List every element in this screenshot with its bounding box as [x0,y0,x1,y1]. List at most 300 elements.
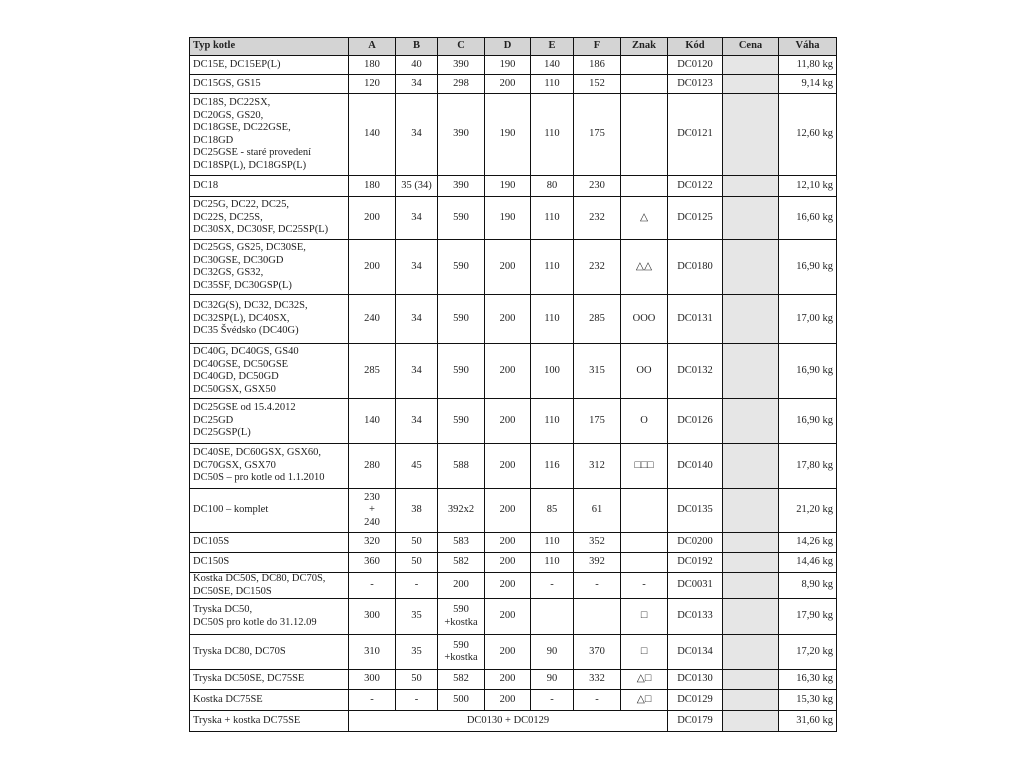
table-row [190,690,837,711]
cell-text: 180 [364,179,380,191]
cell-f [574,399,621,444]
typ-kotle-line: DC150S [193,556,230,568]
cell-vaha [779,690,837,711]
cell-d [485,176,531,197]
cell-d [485,295,531,344]
typ-kotle-line: Kostka DC50S, DC80, DC70S, [193,573,326,584]
cell-znak [621,399,668,444]
cell-text: 85 [546,504,558,516]
cell-typ-kotle [190,295,349,344]
cell-text: - [595,579,599,591]
cell-text: OO [636,364,652,376]
cell-text: 140 [544,58,560,70]
cell-text: 352 [589,536,605,548]
cell-text: 390 [453,128,469,140]
typ-kotle-line: DC50SE, DC150S [193,585,272,597]
cell-cena [723,553,779,573]
cell-text: 590 [453,604,469,615]
cell-text: 590 [453,414,469,426]
cell-text: 110 [544,536,560,548]
cell-cena [723,670,779,690]
typ-kotle-line: DC32G(S), DC32, DC32S, [193,300,308,312]
cell-f [574,197,621,240]
cell-text: DC0126 [677,414,713,426]
cell-b [396,533,438,553]
cell-typ-kotle [190,444,349,489]
cell-text: 80 [546,179,558,191]
cell-vaha [779,295,837,344]
column-header-e: E [531,38,574,56]
cell-text: +kostka [444,652,478,663]
cell-cena [723,711,779,732]
cell-text: 390 [453,179,469,191]
cell-text: 152 [589,77,605,89]
cell-cena [723,295,779,344]
cell-typ-kotle [190,690,349,711]
cell-text: 34 [411,77,422,89]
typ-kotle-line: DC18S, DC22SX, [193,97,271,108]
cell-f [574,690,621,711]
cell-f [574,670,621,690]
typ-kotle-line: DC50S pro kotle do 31.12.09 [193,616,317,628]
cell-kod [668,533,723,553]
typ-kotle-line: DC40GD, DC50GD [193,371,279,382]
table-row [190,670,837,690]
cell-text: 116 [544,459,560,471]
cell-text: 34 [411,312,422,324]
cell-kod [668,399,723,444]
cell-vaha [779,553,837,573]
cell-znak [621,197,668,240]
cell-d [485,635,531,670]
cell-text: 17,00 kg [796,312,833,324]
cell-b [396,240,438,295]
cell-vaha [779,670,837,690]
cell-text: - [370,579,374,591]
cell-f [574,75,621,94]
cell-text: 190 [499,179,516,191]
cell-d [485,94,531,176]
cell-a [349,533,396,553]
typ-kotle-line: DC25GS, GS25, DC30SE, [193,242,306,253]
cell-text: DC0133 [677,610,713,622]
cell-text: 200 [364,211,380,223]
cell-b [396,344,438,399]
cell-text: 310 [364,645,380,657]
cell-vaha [779,176,837,197]
cell-text: 230 [364,491,380,503]
cell-e [531,197,574,240]
cell-a [349,56,396,75]
cell-znak [621,690,668,711]
cell-kod [668,690,723,711]
typ-kotle-line: DC30GSE, DC30GD [193,254,284,266]
cell-text: - [414,579,419,591]
cell-text: 34 [411,414,422,426]
cell-kod [668,75,723,94]
cell-c [438,176,485,197]
cell-b [396,599,438,635]
cell-a [349,444,396,489]
cell-typ-kotle [190,533,349,553]
cell-kod [668,94,723,176]
cell-a [349,635,396,670]
cell-text: 392 [589,556,605,568]
cell-text: - [370,693,374,705]
table-row [190,176,837,197]
typ-kotle-line: DC30SX, DC30SF, DC25SP(L) [193,224,329,236]
cell-kod [668,240,723,295]
cell-text: +kostka [444,616,478,628]
cell-text: 200 [499,673,516,685]
cell-text: DC0180 [677,260,713,272]
cell-znak [621,444,668,489]
cell-text: 200 [499,556,516,568]
cell-c [438,344,485,399]
cell-text: 50 [411,536,422,548]
cell-text: 200 [499,610,516,622]
cell-b [396,94,438,176]
cell-typ-kotle [190,670,349,690]
cell-vaha [779,75,837,94]
cell-text: DC0200 [677,536,713,548]
cell-d [485,344,531,399]
cell-text: DC0031 [677,579,713,591]
cell-vaha [779,399,837,444]
column-header-typ-kotle: Typ kotle [190,38,349,56]
cell-text: 140 [364,128,380,140]
cell-typ-kotle [190,489,349,533]
typ-kotle-line: DC35 Švédsko (DC40G) [193,325,299,337]
cell-c [438,197,485,240]
cell-text: 90 [546,673,558,685]
cell-kod [668,344,723,399]
table-row [190,489,837,533]
cell-d [485,197,531,240]
typ-kotle-line: DC25G, DC22, DC25, [193,199,289,211]
cell-typ-kotle [190,94,349,176]
cell-text: DC0125 [677,211,713,223]
cell-text: 175 [589,128,605,140]
cell-text: 50 [411,556,422,568]
cell-a [349,240,396,295]
table-row [190,344,837,399]
cell-text: 582 [453,556,469,568]
cell-text: DC0130 [677,673,713,685]
cell-text: 590 [453,260,469,272]
cell-kod [668,599,723,635]
cell-znak [621,553,668,573]
cell-text: - [642,579,646,591]
cell-c [438,489,485,533]
cell-c [438,295,485,344]
cell-text: 285 [364,364,380,376]
typ-kotle-line: DC100 – komplet [193,504,269,516]
cell-b [396,295,438,344]
cell-typ-kotle [190,573,349,599]
cell-c [438,670,485,690]
typ-kotle-line: DC25GD [193,414,234,426]
cell-e [531,240,574,295]
cell-znak [621,176,668,197]
cell-text: 35 [411,645,422,657]
cell-c [438,56,485,75]
cell-text: DC0122 [677,179,713,191]
cell-text: 180 [364,58,380,70]
cell-text: DC0140 [677,459,713,471]
cell-text: DC0129 [677,693,713,705]
cell-znak [621,75,668,94]
cell-a [349,295,396,344]
cell-text: 232 [589,260,605,272]
cell-d [485,599,531,635]
column-header-cena: Cena [723,38,779,56]
typ-kotle-line: DC32SP(L), DC40SX, [193,312,290,324]
cell-kod [668,670,723,690]
cell-text: DC0192 [677,556,713,568]
cell-text: 16,30 kg [796,673,833,685]
typ-kotle-line: DC18 [193,179,219,191]
cell-d [485,573,531,599]
cell-text: 120 [364,77,380,89]
cell-f [574,295,621,344]
cell-znak [621,573,668,599]
cell-c [438,533,485,553]
typ-kotle-line: Kostka DC75SE [193,693,263,705]
cell-text: O [640,414,648,426]
cell-znak [621,344,668,399]
cell-cena [723,573,779,599]
cell-e [531,599,574,635]
cell-typ-kotle [190,56,349,75]
cell-e [531,295,574,344]
cell-text: 90 [546,645,558,657]
cell-text: 31,60 kg [796,714,833,726]
cell-text: + [369,504,375,516]
cell-znak [621,599,668,635]
cell-vaha [779,444,837,489]
typ-kotle-line: DC18SP(L), DC18GSP(L) [193,159,307,171]
cell-znak [621,489,668,533]
cell-text: △△ [635,260,653,272]
cell-b [396,553,438,573]
cell-text: 186 [589,58,605,70]
table-row [190,533,837,553]
cell-d [485,56,531,75]
cell-cena [723,635,779,670]
cell-text: 34 [411,211,422,223]
cell-text: 312 [589,459,605,471]
cell-text: 14,26 kg [796,536,833,548]
cell-znak [621,533,668,553]
cell-text: 200 [499,536,516,548]
cell-d [485,240,531,295]
cell-b [396,176,438,197]
cell-text: 583 [453,536,469,548]
cell-typ-kotle [190,711,349,732]
cell-f [574,599,621,635]
cell-b [396,635,438,670]
cell-text: 590 [453,364,469,376]
cell-text: □□□ [634,459,654,471]
cell-text: DC0134 [677,645,713,657]
cell-cena [723,75,779,94]
cell-text: 200 [499,579,516,591]
cell-vaha [779,573,837,599]
cell-b [396,690,438,711]
typ-kotle-line: DC105S [193,536,230,548]
cell-text: 240 [364,516,380,528]
cell-b [396,75,438,94]
table-row [190,94,837,176]
cell-b [396,56,438,75]
cell-text: 34 [411,260,422,272]
cell-text: 140 [364,414,380,426]
cell-text: 320 [364,536,380,548]
cell-kod [668,56,723,75]
cell-c [438,599,485,635]
cell-text: △ [639,211,649,223]
cell-text: 34 [411,128,422,140]
cell-text: 200 [499,364,516,376]
cell-c [438,75,485,94]
typ-kotle-line: DC18GSE, DC22GSE, [193,122,291,133]
cell-text: 11,80 kg [796,58,833,70]
cell-f [574,94,621,176]
cell-text: 200 [364,260,380,272]
cell-c [438,399,485,444]
cell-b [396,197,438,240]
cell-text: 200 [499,312,516,324]
cell-text: 110 [544,414,560,426]
typ-kotle-line: DC18GD [193,134,234,146]
cell-a [349,399,396,444]
cell-e [531,489,574,533]
cell-text: 100 [544,364,560,376]
cell-text: 200 [499,645,516,657]
typ-kotle-line: DC25GSP(L) [193,427,251,439]
cell-cena [723,94,779,176]
cell-e [531,56,574,75]
cell-cena [723,176,779,197]
cell-cena [723,444,779,489]
cell-e [531,344,574,399]
cell-c [438,444,485,489]
table-row [190,573,837,599]
table-row [190,553,837,573]
cell-f [574,344,621,399]
cell-text: 190 [499,128,516,140]
cell-text: △□ [636,673,652,685]
cell-text: 175 [589,414,605,426]
cell-text: 110 [544,211,560,223]
cell-b [396,573,438,599]
cell-text: DC0135 [677,504,713,516]
cell-e [531,75,574,94]
cell-text: 50 [411,673,422,685]
cell-cena [723,197,779,240]
cell-b [396,489,438,533]
cell-vaha [779,197,837,240]
cell-f [574,553,621,573]
column-header-d: D [485,38,531,56]
cell-text: □ [640,610,648,622]
typ-kotle-line: DC15GS, GS15 [193,77,261,89]
cell-text: 300 [364,673,380,685]
table-row [190,240,837,295]
cell-f [574,573,621,599]
cell-c [438,690,485,711]
cell-text: 12,10 kg [796,179,833,191]
cell-c [438,240,485,295]
typ-kotle-line: DC35SF, DC30GSP(L) [193,279,292,291]
cell-znak [621,635,668,670]
cell-text: 16,60 kg [796,211,833,223]
cell-text: 200 [499,693,516,705]
table-row [190,197,837,240]
cell-a [349,553,396,573]
cell-kod [668,553,723,573]
typ-kotle-line: Tryska + kostka DC75SE [193,714,301,726]
cell-typ-kotle [190,344,349,399]
cell-text: DC0131 [677,312,713,324]
cell-typ-kotle [190,399,349,444]
cell-text: 500 [453,693,469,705]
column-header-a: A [349,38,396,56]
cell-f [574,489,621,533]
cell-text: 45 [411,459,422,471]
cell-f [574,240,621,295]
cell-f [574,444,621,489]
cell-text: 280 [364,459,380,471]
typ-kotle-line: DC22S, DC25S, [193,211,263,223]
cell-text: 200 [499,260,516,272]
cell-a [349,94,396,176]
cell-text: 21,20 kg [796,504,833,516]
cell-cena [723,489,779,533]
cell-a [349,176,396,197]
cell-a [349,599,396,635]
cell-typ-kotle [190,599,349,635]
cell-vaha [779,489,837,533]
cell-znak [621,94,668,176]
cell-vaha [779,240,837,295]
table-row [190,444,837,489]
cell-text: 200 [499,77,516,89]
cell-e [531,690,574,711]
cell-cena [723,690,779,711]
cell-f [574,176,621,197]
cell-d [485,444,531,489]
cell-kod [668,711,723,732]
cell-text: 14,46 kg [796,556,833,568]
cell-a [349,690,396,711]
typ-kotle-line: DC20GS, GS20, [193,109,264,121]
cell-text: 12,60 kg [796,128,833,140]
cell-vaha [779,711,837,732]
typ-kotle-line: DC32GS, GS32, [193,267,264,278]
typ-kotle-line: DC40GSE, DC50GSE [193,358,289,370]
cell-e [531,94,574,176]
cell-text: 332 [589,673,605,685]
table-row [190,599,837,635]
column-header-kód: Kód [668,38,723,56]
cell-text: - [550,579,554,591]
typ-kotle-line: Tryska DC50, [193,604,253,615]
table-row [190,75,837,94]
cell-b [396,399,438,444]
typ-kotle-line: Tryska DC50SE, DC75SE [193,673,305,685]
